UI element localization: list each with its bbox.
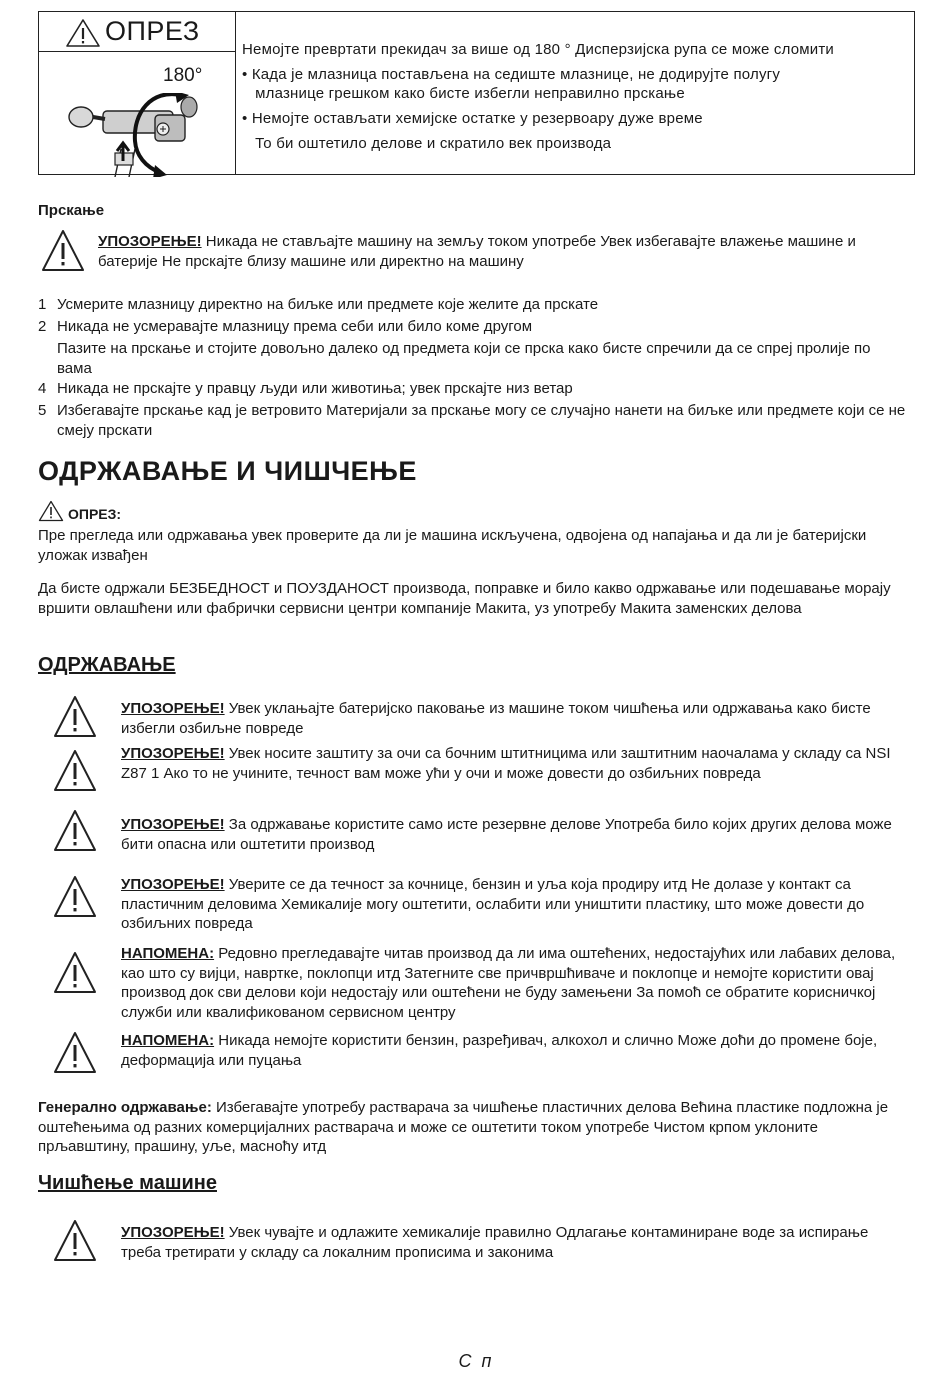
nozzle-figure [39,51,236,175]
note-body: Увек носите заштиту за очи са бочним штитницима или заштитним наочалама у складу са NSI Z87 1 Ако то не учините, течност вам може ући у очи и може довести до озбиљних повреда [121,745,891,782]
warning-triangle-icon [52,950,98,996]
note-label: УПОЗОРЕЊЕ! [121,745,225,762]
caution-title-cell [39,12,236,52]
warning-note [38,874,918,932]
warning-note [38,808,918,854]
note-label: УПОЗОРЕЊЕ! [121,876,225,893]
note-label: УПОЗОРЕЊЕ! [121,816,225,833]
warning-note [38,694,918,740]
page-footer: С п [458,1351,492,1371]
note-label: НАПОМЕНА: [121,945,215,962]
list-text: Никада не прскајте у правцу људи или животиња; увек прскајте низ ветар [57,380,573,397]
nozzle-lever-illustration [63,93,223,177]
cleaning-warning-text [121,1223,911,1262]
list-text: Никада не усмеравајте млазницу према себи или било коме другом [57,318,533,335]
caution-box [38,11,915,175]
warning-triangle-icon [65,18,101,48]
caution-line: млазнице грешком како бисте избегли неправилно прскање [242,85,685,102]
general-maintenance-text [38,1098,908,1157]
list-number: 1 [38,296,47,313]
note-text [121,1031,911,1070]
list-number: 4 [38,380,47,397]
warning-triangle-icon [52,808,98,854]
info-note [38,1030,918,1076]
note-body: За одржавање користите само исте резервне делове Употреба било којих других делова може бити опасна или оштетити производ [121,816,892,853]
warning-body: Увек чувајте и одлажите хемикалије правилно Одлагање контаминиране воде за испирање треба третирати у складу са локалним прописима и законима [121,1224,869,1261]
caution-title: ОПРЕЗ [105,16,200,46]
note-body: Увек уклањајте батеријско паковање из машине током чишћења или одржавања како бисте избегли озбиљне повреде [121,700,871,737]
spraying-heading: Прскање [38,202,105,219]
caution-line: Немојте превртати прекидач за више од 180 ° Дисперзијска рупа се може сломити [242,41,834,58]
caution-line: • Немојте остављати хемијске остатке у резервоару дуже време [242,110,703,127]
spraying-warning [38,228,918,278]
caution-lines [242,38,907,155]
warning-triangle-icon [52,1030,98,1076]
list-text: Усмерите млазницу директно на биљке или предмете које желите да прскате [57,296,599,313]
warning-note [38,745,918,798]
note-label: УПОЗОРЕЊЕ! [121,700,225,717]
warning-body: Никада не стављајте машину на земљу током употребе Увек избегавајте влажење машине и батерије Не прскајте близу машине или директно на машину [98,233,856,270]
warning-triangle-icon [52,748,98,794]
warning-triangle-icon [38,500,64,522]
cleaning-warning [38,1218,918,1268]
warning-label: УПОЗОРЕЊЕ! [98,233,202,250]
caution-text: Пре прегледа или одржавања увек проверите да ли је машина искључена, одвојена од напајања и да ли је батеријски уложак извађен [38,527,867,564]
note-text [121,815,911,854]
maintenance-heading: ОДРЖАВАЊЕ [38,654,176,676]
note-text [121,875,911,934]
note-text [121,699,911,738]
caution-line: То би оштетило делове и скратило век производа [242,135,612,152]
caution-line: • Када је млазница постављена на седиште млазнице, не додирујте полугу [242,66,781,83]
general-maintenance-label: Генерално одржавање: [38,1099,212,1116]
cleaning-heading: Чишћење машине [38,1172,217,1194]
warning-label: УПОЗОРЕЊЕ! [121,1224,225,1241]
list-text: Пазите на прскање и стојите довољно далеко од предмета који се прска како бисте спречили да се спреј пролије по вама [57,340,871,377]
note-body: Редовно прегледавајте читав производ да ли има оштећених, недостајућих или лабавих делова, као што су вијци, навртке, поклопци итд Затегните све причвршћиваче и поклопце и немојте користити овај производ док сви делови који недостају или оштећени не буду замењени За помоћ се обратите корисничкој служби или квалификованом сервисном центру [121,945,896,1021]
note-body: Уверите се да течност за кочнице, бензин и уља која продиру итд Не долазе у контакт са пластичним деловима Хемикалије могу оштетити, ослабити или уништити пластику, што може довести до озбиљних повреда [121,876,865,932]
note-body: Никада немојте користити бензин, разређивач, алкохол и слично Може доћи до промене боје, деформација или пуцања [121,1032,878,1069]
general-maintenance-body: Избегавајте употребу растварача за чишћење пластичних делова Већина пластике подложна је оштећењима од разних комерцијалних растварача и може се оштетити током употребе Чистом крпом уклоните прљавштину, прашину, уље, масноћу итд [38,1099,889,1155]
note-text [121,744,911,783]
info-note [38,945,918,1021]
warning-triangle-icon [52,874,98,920]
note-text [121,944,911,1022]
list-number: 2 [38,318,47,335]
spraying-warning-text [98,232,918,271]
warning-triangle-icon [52,694,98,740]
warning-triangle-icon [40,228,86,274]
list-text: Избегавајте прскање кад је ветровито Материјали за прскање могу се случајно нанети на биљке или предмете који се не смеју прскати [57,402,906,439]
maintenance-cleaning-heading: ОДРЖАВАЊЕ И ЧИШЧЕЊЕ [38,456,417,486]
note-label: НАПОМЕНА: [121,1032,215,1049]
warning-triangle-icon [52,1218,98,1264]
paragraph: Да бисте одржали БЕЗБЕДНОСТ и ПОУЗДАНОСТ производа, поправке и било какво одржавање или подешавање морају вршити овлашћени или фабрички сервисни центри компаније Макита, уз употребу Макита заменских делова [38,580,891,617]
caution-label: ОПРЕЗ: [68,506,122,522]
angle-label: 180° [163,65,203,86]
list-number: 5 [38,402,47,419]
